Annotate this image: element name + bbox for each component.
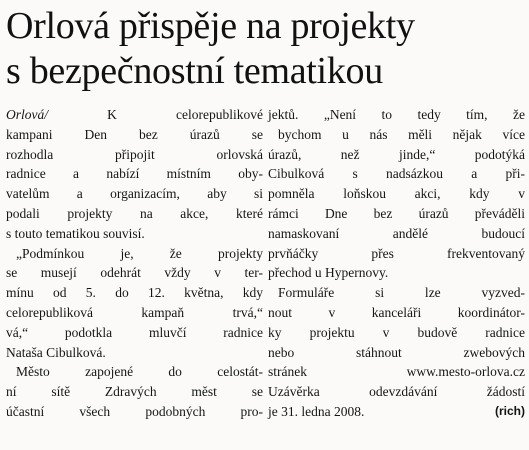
article-column-right bbox=[268, 105, 525, 422]
text-line bbox=[268, 164, 525, 184]
text-line-content: vatelům a organizacím, aby si bbox=[6, 186, 263, 202]
text-line bbox=[6, 362, 263, 382]
text-line bbox=[268, 125, 525, 145]
text-line-content: Nataša Cibulková. bbox=[6, 344, 106, 360]
text-line-content: Uzávěrka odevzdávání žádostí bbox=[268, 384, 525, 400]
text-line-content: „Podmínkou je, že projekty bbox=[16, 245, 263, 261]
text-line-content: podali projekty na akce, které bbox=[6, 205, 263, 221]
text-line-content: Město zapojené do celostát- bbox=[16, 364, 263, 380]
dateline: Orlová/ bbox=[6, 107, 48, 122]
text-line bbox=[268, 402, 525, 422]
text-line-content: je 31. ledna 2008. bbox=[268, 403, 365, 419]
text-line bbox=[6, 105, 263, 125]
text-line-content: Formuláře si lze vyzved- bbox=[278, 285, 525, 301]
text-line-content: se musejí odehrát vždy v ter- bbox=[6, 265, 263, 281]
text-line-content: Cibulková s nadsázkou a při- bbox=[268, 166, 525, 182]
text-line bbox=[268, 204, 525, 224]
text-line bbox=[6, 343, 263, 363]
text-line bbox=[268, 263, 525, 283]
text-line bbox=[6, 244, 263, 264]
headline-line-1: Orlová přispěje na projekty bbox=[6, 5, 415, 47]
text-line bbox=[6, 224, 263, 244]
text-line-content: účastní všech podobných pro- bbox=[6, 403, 263, 419]
text-line-content: kampani Den bez úrazů se bbox=[6, 126, 263, 142]
text-line bbox=[268, 105, 525, 125]
text-line-content: ní sítě Zdravých měst se bbox=[6, 384, 263, 400]
text-line bbox=[268, 244, 525, 264]
text-line bbox=[6, 303, 263, 323]
text-line bbox=[268, 283, 525, 303]
text-line bbox=[268, 323, 525, 343]
text-line-content: namaskovaní andělé budoucí bbox=[268, 225, 525, 241]
text-line bbox=[268, 303, 525, 323]
text-line-content: vá,“ podotkla mluvčí radnice bbox=[6, 324, 263, 340]
text-line bbox=[6, 125, 263, 145]
text-line bbox=[6, 402, 263, 422]
text-line bbox=[6, 145, 263, 165]
text-line-content: stránek www.mesto-orlova.cz bbox=[268, 364, 525, 380]
author-signature: (rich) bbox=[495, 403, 525, 418]
text-line bbox=[268, 224, 525, 244]
text-line bbox=[268, 145, 525, 165]
text-line bbox=[268, 382, 525, 402]
text-line bbox=[6, 204, 263, 224]
text-line-content: mínu od 5. do 12. května, kdy bbox=[6, 285, 263, 301]
text-line-content: jektů. „Není to tedy tím, že bbox=[268, 107, 525, 122]
text-line bbox=[6, 323, 263, 343]
text-line-content: celorepubliková kampaň trvá,“ bbox=[6, 304, 263, 320]
text-line-content: s touto tematikou souvisí. bbox=[6, 225, 145, 241]
text-line bbox=[268, 184, 525, 204]
text-line bbox=[6, 263, 263, 283]
article-column-left bbox=[6, 105, 263, 422]
text-line-content: přechod u Hypernovy. bbox=[268, 265, 389, 281]
text-line bbox=[6, 184, 263, 204]
text-line-content: úrazů, než jinde,“ podotýká bbox=[268, 146, 525, 162]
text-line-content: radnice a nabízí místním oby- bbox=[6, 166, 263, 182]
text-line bbox=[6, 382, 263, 402]
text-line-content: nout v kanceláři koordinátor- bbox=[268, 304, 525, 320]
text-line bbox=[268, 343, 525, 363]
text-line bbox=[6, 164, 263, 184]
text-line-content: prvňáčky přes frekventovaný bbox=[268, 245, 525, 261]
article-headline bbox=[6, 4, 526, 94]
text-line-content: bychom u nás měli nějak více bbox=[278, 126, 525, 142]
headline-line-2: s bezpečnostní tematikou bbox=[6, 50, 383, 92]
text-line-content: rozhodla připojit orlovská bbox=[6, 146, 263, 162]
text-line bbox=[268, 362, 525, 382]
text-line bbox=[6, 283, 263, 303]
text-line-content: nebo stáhnout zwebových bbox=[268, 344, 525, 360]
text-line-content: K celorepublikové bbox=[107, 107, 263, 122]
text-line-content: rámci Dne bez úrazů převáděli bbox=[268, 205, 525, 221]
text-line-content: ky projektu v budově radnice bbox=[268, 324, 525, 340]
text-line-content: pomněla loňskou akci, kdy v bbox=[268, 186, 525, 202]
